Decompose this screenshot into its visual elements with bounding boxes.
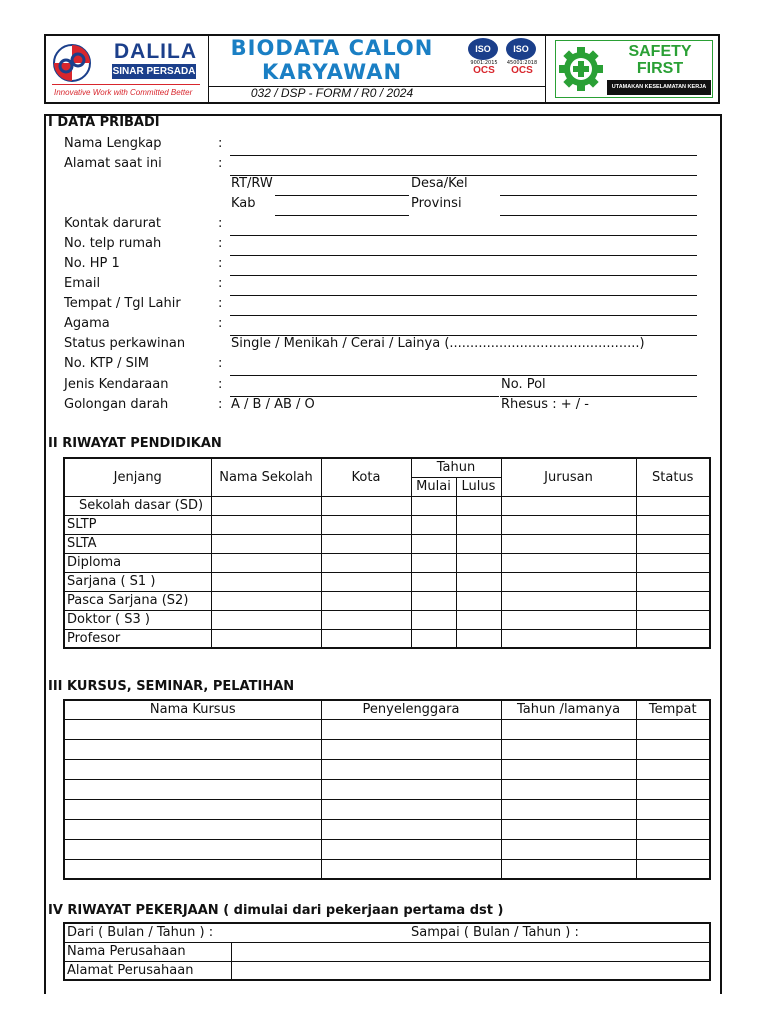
course-cell[interactable] — [501, 739, 636, 759]
education-cell[interactable] — [636, 553, 710, 572]
work-table — [63, 922, 711, 981]
label-ktp: No. KTP / SIM — [64, 356, 149, 371]
course-cell[interactable] — [636, 859, 710, 879]
education-cell[interactable] — [456, 591, 501, 610]
education-cell[interactable] — [456, 572, 501, 591]
input-desa[interactable] — [500, 195, 697, 196]
education-cell[interactable] — [456, 629, 501, 648]
iso-9001-number: 9001:2015 — [470, 60, 498, 66]
input-ktp[interactable] — [230, 375, 697, 376]
education-cell[interactable] — [211, 496, 321, 515]
input-telp-rumah[interactable] — [230, 255, 697, 256]
education-cell[interactable] — [636, 591, 710, 610]
header-jurusan: Jurusan — [501, 458, 636, 496]
education-cell[interactable] — [411, 572, 456, 591]
label-ttl: Tempat / Tgl Lahir — [64, 296, 181, 311]
education-row — [64, 610, 710, 629]
education-cell[interactable] — [211, 553, 321, 572]
input-alamat-perusahaan[interactable] — [231, 961, 710, 980]
education-row — [64, 496, 710, 515]
label-dari: Dari ( Bulan / Tahun ) : — [67, 925, 214, 941]
education-cell[interactable] — [501, 610, 636, 629]
label-alamat-perusahaan: Alamat Perusahaan — [64, 961, 231, 980]
label-kab: Kab — [231, 196, 256, 211]
input-rtrw[interactable] — [275, 195, 409, 196]
course-table — [63, 699, 711, 880]
safety-first-text — [612, 43, 708, 77]
input-nama-perusahaan[interactable] — [231, 942, 710, 961]
education-cell[interactable] — [636, 496, 710, 515]
ocs-brand: OCS — [473, 65, 495, 76]
education-cell[interactable] — [501, 515, 636, 534]
education-cell[interactable] — [211, 610, 321, 629]
course-cell[interactable] — [636, 719, 710, 739]
work-period-row[interactable] — [64, 923, 710, 942]
label-hp: No. HP 1 — [64, 256, 120, 271]
colon: : — [218, 216, 223, 231]
education-level: SLTA — [64, 534, 211, 553]
education-cell[interactable] — [211, 591, 321, 610]
course-cell[interactable] — [64, 779, 321, 799]
course-row — [64, 859, 710, 879]
label-email: Email — [64, 276, 101, 291]
colon: : — [218, 156, 223, 171]
form-code: 032 / DSP - FORM / R0 / 2024 — [250, 86, 414, 100]
education-cell[interactable] — [321, 591, 411, 610]
iso-45001-badge — [506, 38, 538, 80]
colon: : — [218, 377, 223, 392]
safety-subtext: UTAMAKAN KESELAMATAN KERJA — [607, 80, 711, 95]
company-name: DALILA — [114, 40, 197, 63]
input-ttl[interactable] — [230, 315, 697, 316]
education-cell[interactable] — [636, 572, 710, 591]
form-title-line2: KARYAWAN — [261, 60, 403, 84]
rhesus-options[interactable]: Rhesus : + / - — [501, 397, 589, 412]
label-telp-rumah: No. telp rumah — [64, 236, 162, 251]
company-tagline: Innovative Work with Committed Better — [54, 88, 193, 97]
education-cell[interactable] — [456, 610, 501, 629]
iso-45001-label: ISO — [506, 38, 536, 60]
education-cell[interactable] — [411, 610, 456, 629]
label-nama-lengkap: Nama Lengkap — [64, 136, 162, 151]
header-tahun-lamanya: Tahun /lamanya — [501, 700, 636, 719]
education-cell[interactable] — [636, 629, 710, 648]
course-cell[interactable] — [636, 739, 710, 759]
course-cell[interactable] — [636, 819, 710, 839]
golongan-darah-options[interactable]: A / B / AB / O — [231, 397, 315, 412]
form-title — [210, 36, 454, 84]
colon: : — [218, 296, 223, 311]
section-title-pekerjaan: IV RIWAYAT PEKERJAAN ( dimulai dari pekerjaan pertama dst ) — [48, 903, 504, 918]
education-cell[interactable] — [411, 591, 456, 610]
label-nama-perusahaan: Nama Perusahaan — [64, 942, 231, 961]
course-row — [64, 839, 710, 859]
iso-9001-badge — [468, 38, 500, 80]
header-jenjang: Jenjang — [64, 458, 211, 496]
education-cell[interactable] — [501, 572, 636, 591]
education-cell[interactable] — [456, 515, 501, 534]
ocs-brand: OCS — [511, 65, 533, 76]
education-cell[interactable] — [321, 572, 411, 591]
label-jenis-kendaraan: Jenis Kendaraan — [64, 377, 169, 392]
education-cell[interactable] — [211, 534, 321, 553]
input-hp[interactable] — [230, 275, 697, 276]
colon: : — [218, 136, 223, 151]
header-status: Status — [636, 458, 710, 496]
header-kota: Kota — [321, 458, 411, 496]
education-level: Profesor — [64, 629, 211, 648]
education-level: Sarjana ( S1 ) — [64, 572, 211, 591]
label-golongan-darah: Golongan darah — [64, 397, 169, 412]
section-title-pendidikan: II RIWAYAT PENDIDIKAN — [48, 436, 222, 451]
course-cell[interactable] — [64, 859, 321, 879]
course-cell[interactable] — [64, 839, 321, 859]
iso-45001-number: 45001:2018 — [506, 60, 538, 66]
label-rtrw: RT/RW — [231, 176, 273, 191]
course-cell[interactable] — [321, 759, 501, 779]
course-row — [64, 719, 710, 739]
form-title-line1: BIODATA CALON — [230, 36, 434, 60]
course-cell[interactable] — [64, 799, 321, 819]
course-row — [64, 819, 710, 839]
education-cell[interactable] — [411, 553, 456, 572]
course-cell[interactable] — [64, 819, 321, 839]
course-row — [64, 799, 710, 819]
safety-line1: SAFETY — [628, 43, 692, 60]
education-row — [64, 553, 710, 572]
education-cell[interactable] — [501, 629, 636, 648]
education-cell[interactable] — [456, 553, 501, 572]
course-cell[interactable] — [64, 739, 321, 759]
header-tempat: Tempat — [636, 700, 710, 719]
education-cell[interactable] — [636, 610, 710, 629]
education-cell[interactable] — [501, 553, 636, 572]
education-cell[interactable] — [321, 610, 411, 629]
course-cell[interactable] — [636, 839, 710, 859]
education-row — [64, 572, 710, 591]
education-cell[interactable] — [211, 572, 321, 591]
safety-line2: FIRST — [636, 60, 684, 77]
course-cell[interactable] — [321, 739, 501, 759]
education-cell[interactable] — [501, 534, 636, 553]
course-cell[interactable] — [501, 859, 636, 879]
education-table — [63, 457, 711, 649]
course-cell[interactable] — [321, 719, 501, 739]
education-row — [64, 591, 710, 610]
label-desa: Desa/Kel — [411, 176, 468, 191]
header-divider — [208, 34, 209, 104]
label-agama: Agama — [64, 316, 110, 331]
education-cell[interactable] — [501, 496, 636, 515]
course-cell[interactable] — [321, 819, 501, 839]
course-cell[interactable] — [501, 719, 636, 739]
course-cell[interactable] — [321, 859, 501, 879]
education-level: Sekolah dasar (SD) — [64, 496, 211, 515]
course-cell[interactable] — [321, 799, 501, 819]
label-kontak-darurat: Kontak darurat — [64, 216, 162, 231]
colon: : — [218, 276, 223, 291]
education-cell[interactable] — [321, 515, 411, 534]
education-row — [64, 515, 710, 534]
header-divider — [545, 34, 546, 104]
education-cell[interactable] — [636, 534, 710, 553]
label-no-pol: No. Pol — [501, 377, 546, 392]
education-rows — [64, 496, 710, 648]
education-cell[interactable] — [321, 629, 411, 648]
education-row — [64, 629, 710, 648]
course-cell[interactable] — [636, 759, 710, 779]
section-title-data-pribadi: I DATA PRIBADI — [48, 115, 160, 130]
iso-9001-label: ISO — [468, 38, 498, 60]
company-subname: SINAR PERSADA — [112, 66, 196, 77]
input-kab[interactable] — [275, 215, 409, 216]
education-cell[interactable] — [411, 515, 456, 534]
education-level: Diploma — [64, 553, 211, 572]
course-cell[interactable] — [64, 759, 321, 779]
safety-gear-icon — [557, 42, 605, 96]
course-cell[interactable] — [636, 779, 710, 799]
education-cell[interactable] — [321, 553, 411, 572]
education-level: SLTP — [64, 515, 211, 534]
input-provinsi[interactable] — [500, 215, 697, 216]
header-tahun: Tahun — [411, 458, 501, 477]
label-status-perkawinan: Status perkawinan — [64, 336, 186, 351]
header-penyelenggara: Penyelenggara — [321, 700, 501, 719]
colon: : — [218, 356, 223, 371]
education-cell[interactable] — [456, 534, 501, 553]
education-cell[interactable] — [411, 534, 456, 553]
education-level: Doktor ( S3 ) — [64, 610, 211, 629]
colon: : — [218, 256, 223, 271]
course-cell[interactable] — [321, 779, 501, 799]
education-cell[interactable] — [636, 515, 710, 534]
education-cell[interactable] — [456, 496, 501, 515]
header-nama-kursus: Nama Kursus — [64, 700, 321, 719]
input-kontak-darurat[interactable] — [230, 235, 697, 236]
education-row — [64, 534, 710, 553]
course-cell[interactable] — [501, 819, 636, 839]
company-logo — [52, 40, 92, 86]
education-cell[interactable] — [411, 496, 456, 515]
course-row — [64, 759, 710, 779]
label-alamat: Alamat saat ini — [64, 156, 162, 171]
education-level: Pasca Sarjana (S2) — [64, 591, 211, 610]
course-row — [64, 739, 710, 759]
education-cell[interactable] — [321, 496, 411, 515]
colon: : — [218, 316, 223, 331]
course-cell[interactable] — [321, 839, 501, 859]
course-row — [64, 779, 710, 799]
input-email[interactable] — [230, 295, 697, 296]
course-cell[interactable] — [501, 759, 636, 779]
education-cell[interactable] — [211, 515, 321, 534]
label-sampai: Sampai ( Bulan / Tahun ) : — [411, 925, 579, 941]
colon: : — [218, 236, 223, 251]
education-cell[interactable] — [211, 629, 321, 648]
label-provinsi: Provinsi — [411, 196, 462, 211]
course-cell[interactable] — [501, 799, 636, 819]
input-nama-lengkap[interactable] — [230, 155, 697, 156]
course-cell[interactable] — [64, 719, 321, 739]
education-cell[interactable] — [411, 629, 456, 648]
section-title-kursus: III KURSUS, SEMINAR, PELATIHAN — [48, 679, 295, 694]
colon: : — [218, 397, 223, 412]
course-cell[interactable] — [501, 839, 636, 859]
course-cell[interactable] — [501, 779, 636, 799]
education-cell[interactable] — [321, 534, 411, 553]
header-nama-sekolah: Nama Sekolah — [211, 458, 321, 496]
course-cell[interactable] — [636, 799, 710, 819]
header-mulai: Mulai — [411, 477, 456, 496]
header-lulus: Lulus — [456, 477, 501, 496]
education-cell[interactable] — [501, 591, 636, 610]
logo-underline — [52, 84, 200, 85]
status-perkawinan-options[interactable]: Single / Menikah / Cerai / Lainya (..............................................) — [231, 336, 645, 351]
course-rows — [64, 719, 710, 879]
